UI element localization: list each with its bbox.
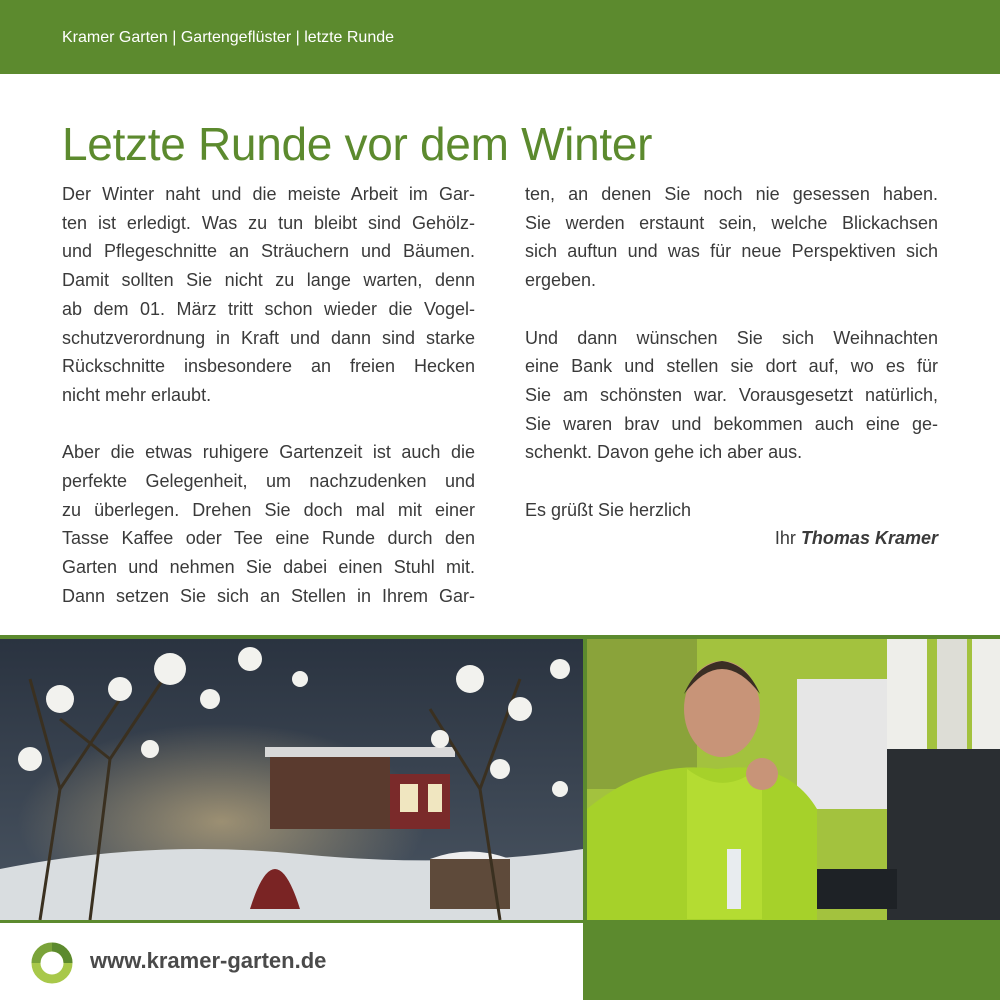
article-column-left bbox=[62, 180, 475, 611]
author-portrait-illustration bbox=[587, 639, 1000, 920]
text-line: perfekte Gelegenheit, um nachzudenken und bbox=[62, 471, 475, 492]
text-line: Rückschnitte insbesondere an freien Hecken bbox=[62, 356, 475, 377]
paragraph-2 bbox=[62, 438, 475, 610]
paragraph-2-continued bbox=[525, 180, 938, 295]
text-line: Tasse Kaffee oder Tee eine Runde durch den bbox=[62, 528, 475, 549]
text-line: Und dann wünschen Sie sich Weihnachten bbox=[525, 327, 938, 348]
author-photo bbox=[587, 639, 1000, 920]
signature-name: Thomas Kramer bbox=[800, 528, 938, 549]
paragraph-3 bbox=[525, 324, 938, 468]
winter-garden-photo bbox=[0, 639, 583, 920]
text-line: ten, an denen Sie noch nie gesessen haben. bbox=[525, 184, 938, 204]
paragraph-gap bbox=[62, 410, 475, 439]
text-line: Der Winter naht und die meiste Arbeit im Gar- bbox=[62, 184, 475, 204]
text-line: Damit sollten Sie nicht zu lange warten, denn bbox=[62, 270, 475, 291]
text-line: ten ist erledigt. Was zu tun bleibt sind Gehölz- bbox=[62, 212, 475, 233]
greeting: Es grüßt Sie herzlich bbox=[525, 499, 692, 520]
text-line: Aber die etwas ruhigere Gartenzeit ist auch die bbox=[62, 442, 475, 463]
breadcrumb: Kramer Garten | Gartengeflüster | letzte Runde bbox=[62, 29, 395, 46]
website-link[interactable]: www.kramer-garten.de bbox=[90, 948, 327, 973]
text-line: Sie am schönsten war. Vorausgesetzt natürlich, bbox=[525, 384, 938, 405]
text-line: Dann setzen Sie sich an Stellen in Ihrem Gar- bbox=[62, 585, 475, 606]
winter-garden-illustration bbox=[0, 639, 583, 920]
text-line: zu überlegen. Drehen Sie doch mal mit einer bbox=[62, 499, 475, 520]
text-line: schutzverordnung in Kraft und dann sind starke bbox=[62, 327, 475, 348]
paragraph-gap bbox=[525, 467, 938, 496]
header-bar bbox=[0, 0, 1000, 74]
article-column-right bbox=[525, 180, 938, 553]
text-line: ab dem 01. März tritt schon wieder die Vogel- bbox=[62, 298, 475, 319]
text-line: Garten und nehmen Sie dabei einen Stuhl mit. bbox=[62, 557, 475, 578]
text-line: Sie waren brav und bekommen auch eine ge- bbox=[525, 413, 938, 434]
signature-prefix: Ihr bbox=[774, 528, 796, 549]
signature bbox=[525, 524, 938, 553]
text-line: sich auftun und was für neue Perspektiven sich bbox=[525, 241, 938, 262]
page-title: Letzte Runde vor dem Winter bbox=[62, 118, 653, 170]
text-line: und Pflegeschnitte an Sträuchern und Bäumen. bbox=[62, 241, 475, 262]
text-line: eine Bank und stellen sie dort auf, wo es für bbox=[525, 356, 938, 377]
text-line: schenkt. Davon gehe ich aber aus. bbox=[525, 442, 803, 463]
text-line: ergeben. bbox=[525, 270, 597, 291]
footer-top-line bbox=[0, 920, 583, 923]
text-line: nicht mehr erlaubt. bbox=[62, 384, 212, 405]
paragraph-gap bbox=[525, 295, 938, 324]
ring-logo-icon bbox=[30, 941, 74, 985]
footer-green-block bbox=[583, 920, 1000, 1000]
paragraph-1 bbox=[62, 180, 475, 410]
text-line: Sie werden erstaunt sein, welche Blickachsen bbox=[525, 212, 938, 233]
